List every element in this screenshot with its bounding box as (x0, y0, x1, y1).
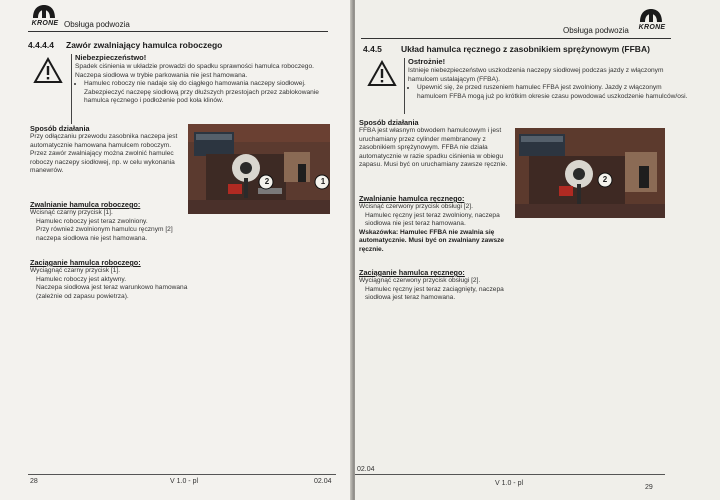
krone-logo (635, 8, 669, 34)
release-block (359, 194, 515, 255)
header-rule (28, 31, 328, 32)
apply-title: Zaciąganie hamulca roboczego: (30, 258, 141, 267)
apply-note: Naczepa siodłowa jest teraz warunkowo hamowana (zależnie od zapasu powietrza). (36, 284, 188, 300)
warning-triangle-icon (367, 60, 397, 87)
warning-text: Istnieje niebezpieczeństwo uszkodzenia naczepy siodłowej podczas jazdy z włączonym hamulcem ustalającym (FFBA). (408, 67, 664, 83)
operation-block (359, 118, 511, 170)
footer-date: 02.04 (357, 466, 375, 473)
footer-rule (28, 474, 336, 475)
logo-word: KRONE (31, 20, 59, 27)
right-page (355, 0, 720, 500)
release-title: Zwalnianie hamulca ręcznego: (359, 194, 465, 203)
warning-bullet: • Upewnić się, że przed ruszeniem hamulec FFBA jest zwolniony. Jazdy z włączonym hamulcem FFBA mogą już po krótkim okresie czasu powodować uszkodzenie hamulców/osi. (417, 84, 693, 101)
release-block (30, 200, 190, 243)
footer-date: 02.04 (314, 478, 332, 485)
release-title: Zwalnianie hamulca roboczego: (30, 200, 141, 209)
parking-brake-photo (515, 128, 665, 218)
krone-logo (28, 4, 62, 30)
warning-box (408, 57, 693, 101)
apply-result: Hamulec ręczny jest teraz zaciągnięty, naczepa siodłowa jest teraz hamowana. (365, 285, 504, 302)
apply-title: Zaciąganie hamulca ręcznego: (359, 268, 465, 277)
header-rule (361, 38, 671, 39)
footer-page-number: 28 (30, 478, 38, 485)
apply-step: Wyciągnąć czerwony przycisk obsługi [2]. (359, 277, 481, 284)
section-number: 4.4.5 (363, 44, 382, 54)
section-number: 4.4.4.4 (28, 40, 54, 50)
warning-box (75, 53, 337, 106)
warning-rule (71, 54, 72, 124)
warning-bullet: • Hamulec roboczy nie nadaje się do ciągłego hamowania naczepy siodłowej. Zabezpieczyć naczepę siodłową przy dłuższych przestojach przez zablokowanie hamulca ręcznego i podłożenie pod koła klinów. (84, 80, 337, 106)
photo-callout-2: 2 (602, 175, 608, 184)
release-step: Wcisnąć czerwony przycisk obsługi [2]. (359, 203, 473, 210)
warning-title: Ostrożnie! (408, 57, 446, 66)
krone-logo-icon (638, 8, 664, 24)
release-tip: Wskazówka: Hamulec FFBA nie zwalnia się automatycznie. Musi być on zwalniany zawsze ręcznie. (359, 228, 505, 253)
brake-valve-photo (188, 124, 330, 214)
release-result: Hamulec ręczny jest teraz zwolniony, naczepa siodłowa nie jest teraz hamowana. (365, 211, 500, 228)
warning-list (75, 80, 337, 106)
header-label: Obsługa podwozia (64, 20, 130, 29)
warning-list (408, 84, 693, 101)
section-title: Układ hamulca ręcznego z zasobnikiem sprężynowym (FFBA) (401, 44, 650, 54)
warning-text: Spadek ciśnienia w układzie prowadzi do spadku sprawności hamulca roboczego. Naczepa siodłowa w trybie parkowania nie jest hamowana. (75, 63, 314, 79)
footer-page-number: 29 (645, 484, 653, 491)
apply-block (359, 268, 515, 303)
apply-block (30, 258, 190, 301)
photo-callout-1: 1 (320, 177, 326, 186)
krone-logo-icon (31, 4, 57, 20)
apply-result: Hamulec roboczy jest aktywny. (36, 275, 127, 283)
left-page (0, 0, 352, 500)
release-step: Wcisnąć czarny przycisk [1]. (30, 209, 113, 216)
logo-word: KRONE (638, 24, 666, 31)
footer-rule (355, 474, 665, 475)
header-label: Obsługa podwozia (563, 26, 629, 35)
operation-title: Sposób działania (30, 124, 90, 133)
section-title: Zawór zwalniający hamulca roboczego (66, 40, 223, 50)
photo-callout-2: 2 (264, 177, 270, 186)
warning-rule (404, 58, 405, 114)
warning-title: Niebezpieczeństwo! (75, 53, 147, 62)
operation-title: Sposób działania (359, 118, 419, 127)
warning-triangle-icon (33, 57, 63, 84)
footer-version: V 1.0 - pl (170, 478, 199, 485)
release-result: Hamulec roboczy jest teraz zwolniony. (36, 217, 148, 225)
apply-step: Wyciągnąć czarny przycisk [1]. (30, 267, 121, 274)
operation-text: Przy odłączaniu przewodu zasobnika naczepa jest automatycznie hamowana hamulcem roboczym. Przez zawór zwalniający można zwolnić hamulec roboczy naczepy siodłowej, np. w celu wykonania manewrów. (30, 133, 178, 175)
footer-version: V 1.0 - pl (495, 480, 524, 487)
release-note: Przy również zwolnionym hamulcu ręcznym [2] naczepa siodłowa nie jest hamowana. (36, 226, 173, 242)
operation-block (30, 124, 180, 176)
operation-text: FFBA jest własnym obwodem hamulcowym i jest uruchamiany przez cylinder membranowy z zasobnikiem sprężynowym. FFBA nie działa automatycznie w razie spadku ciśnienia w obiegu zapasu. Musi być on uruchamiany zawsze ręcznie. (359, 127, 508, 169)
